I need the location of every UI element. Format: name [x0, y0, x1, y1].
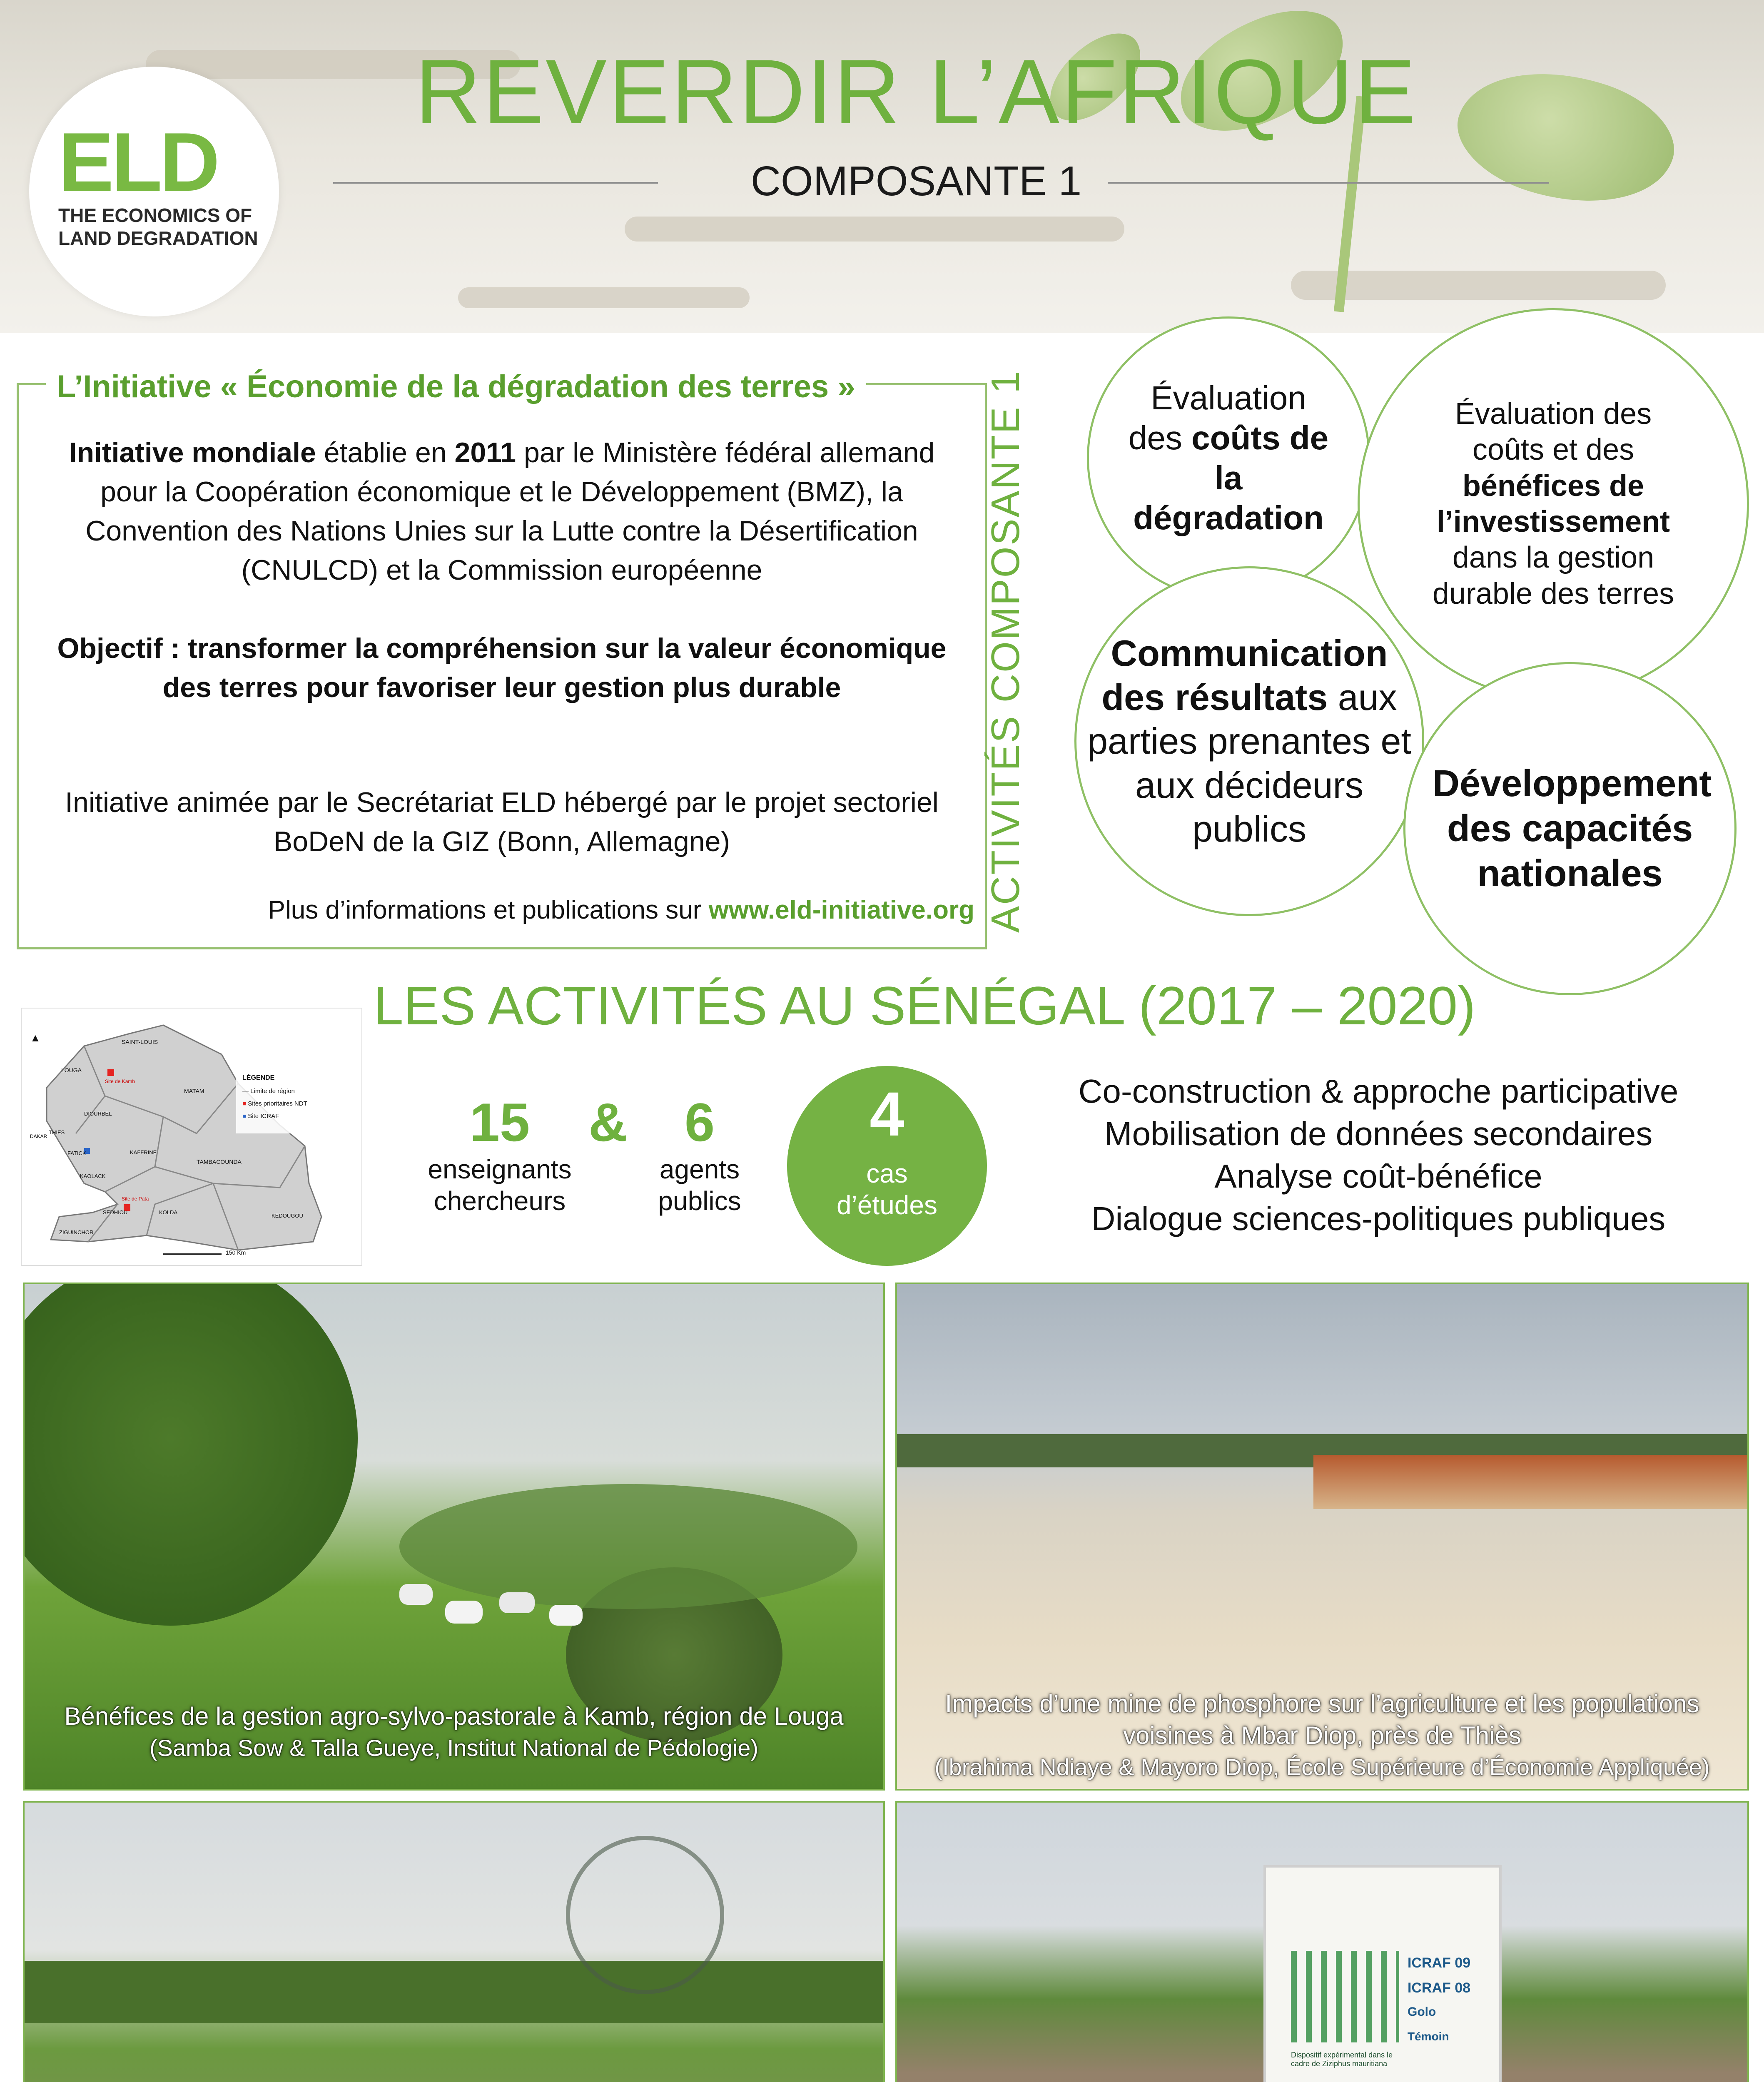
- map-site-kamb: Site de Kamb: [105, 1078, 135, 1084]
- stat-researchers-label: enseignants chercheurs: [428, 1154, 572, 1216]
- sheep-3: [499, 1592, 535, 1613]
- map-legend-item-1: — Limite de région: [242, 1088, 295, 1095]
- photo-daga-birame: [895, 1801, 1749, 2082]
- poster-title: REVERDIR L’AFRIQUE: [415, 40, 1418, 143]
- senegal-section-title: LES ACTIVITÉS AU SÉNÉGAL (2017 – 2020): [373, 975, 1476, 1036]
- map-label-kaffrine: KAFFRINE: [130, 1149, 157, 1156]
- stat-researchers-number: 15: [469, 1092, 530, 1153]
- sign-caption: Dispositif expérimental dans le cadre de Ziziphus mauritiana: [1291, 2051, 1393, 2068]
- method-item-3: Analyse coût-bénéfice: [1214, 1158, 1542, 1195]
- senegal-map-drawing: [22, 1009, 361, 1265]
- initiative-text-2: par le Ministère fédéral allemand pour la Coopération économique et le Développement (BMZ), la Convention des Nations Unies sur la Lutte contre la Désertification (CNULCD) et la Commission européenne: [85, 437, 935, 586]
- sign-golo: Golo: [1408, 2005, 1436, 2019]
- sign-icraf-09: ICRAF 09: [1408, 1955, 1471, 1971]
- map-label-thies: THIES: [49, 1129, 65, 1136]
- sign-temoin: Témoin: [1408, 2030, 1449, 2043]
- photo-pata-forest: [23, 1801, 885, 2082]
- poster-subtitle: COMPOSANTE 1: [750, 158, 1082, 204]
- circle-2-text-1: Évaluation des coûts et des: [1455, 397, 1652, 467]
- map-scale-label: 150 Km: [226, 1249, 246, 1256]
- initiative-bold-1: Initiative mondiale: [69, 437, 316, 468]
- bare-tree: [566, 1836, 724, 1994]
- map-legend-title: LÉGENDE: [242, 1074, 275, 1081]
- sign-icraf-08: ICRAF 08: [1408, 1980, 1471, 1996]
- tree-line: [25, 1961, 885, 2023]
- eld-logo-mark: ELD: [58, 116, 217, 209]
- case-studies-circle: [787, 1066, 987, 1266]
- circle-1-text: Évaluation des: [1128, 379, 1306, 456]
- circle-2-bold: bénéfices de l’investissement: [1436, 469, 1670, 538]
- map-label-louga: LOUGA: [61, 1067, 82, 1073]
- map-site-pata: Site de Pata: [122, 1196, 149, 1202]
- quarry-wall: [1313, 1455, 1749, 1509]
- sign-tree-grid: [1291, 1951, 1399, 2042]
- method-item-2: Mobilisation de données secondaires: [1104, 1115, 1653, 1152]
- map-label-diourbel: DIOURBEL: [84, 1111, 112, 1117]
- photo-kamb-pastoral: [23, 1283, 885, 1791]
- initiative-bold-year: 2011: [454, 437, 516, 468]
- initiative-title: L’Initiative « Économie de la dégradation des terres »: [46, 369, 866, 405]
- initiative-more-info: [37, 895, 974, 925]
- map-label-kedougou: KEDOUGOU: [272, 1213, 303, 1219]
- circle-investment-benefits: [1358, 308, 1749, 700]
- eld-logo-line-2: LAND DEGRADATION: [58, 227, 258, 249]
- circle-3-bold: Communication des résultats: [1101, 633, 1388, 718]
- circle-4-bold: Développement des capacités nationales: [1433, 763, 1712, 894]
- background-trees: [399, 1484, 857, 1609]
- stat-agents-label: agents publics: [658, 1154, 741, 1216]
- circle-3-text: aux parties prenantes et aux décideurs publics: [1087, 676, 1411, 850]
- stat-ampersand: &: [588, 1092, 628, 1153]
- stat-agents-number: 6: [684, 1092, 715, 1153]
- initiative-secretariat: Initiative animée par le Secrétariat ELD hébergé par le projet sectoriel BoDeN de la GIZ (Bonn, Allemagne): [65, 787, 939, 857]
- subtitle-rule-right: [1108, 182, 1549, 184]
- photo-2-caption: Impacts d’une mine de phosphore sur l’agriculture et les populations voisines à Mbar Diop, près de Thiès (Ibrahima Ndiaye & Mayoro Diop, École Supérieure d’Économie Appliquée): [934, 1690, 1710, 1780]
- north-arrow-icon: ▲: [30, 1031, 41, 1044]
- sheep-1: [399, 1584, 433, 1605]
- sheep-2: [445, 1601, 483, 1624]
- initiative-text-1: établie en: [316, 437, 455, 468]
- sheep-4: [549, 1605, 583, 1626]
- map-label-sedhiou: SEDHIOU: [103, 1209, 128, 1215]
- map-legend-item-2: ■ Sites prioritaires NDT: [242, 1100, 307, 1107]
- method-item-1: Co-construction & approche participative: [1078, 1073, 1679, 1110]
- photo-phosphate-mine: [895, 1283, 1749, 1791]
- case-studies-label: cas d’études: [837, 1158, 937, 1220]
- initiative-objective: Objectif : transformer la compréhension sur la valeur économique des terres pour favoriser leur gestion plus durable: [57, 633, 947, 703]
- senegal-map: [21, 1008, 362, 1266]
- map-label-matam: MATAM: [184, 1088, 204, 1094]
- method-item-4: Dialogue sciences-politiques publiques: [1091, 1200, 1666, 1237]
- tree-canopy-left: [23, 1283, 358, 1626]
- circle-degradation-costs: [1087, 316, 1370, 600]
- map-label-ziguinchor: ZIGUINCHOR: [59, 1229, 94, 1235]
- more-info-text: Plus d’informations et publications sur: [268, 896, 709, 924]
- eld-logo-line-1: THE ECONOMICS OF: [58, 204, 252, 226]
- map-label-kolda: KOLDA: [159, 1209, 178, 1215]
- map-label-saint-louis: SAINT-LOUIS: [122, 1039, 158, 1045]
- eld-website-link[interactable]: www.eld-initiative.org: [708, 896, 974, 924]
- case-studies-number: 4: [870, 1079, 904, 1149]
- map-legend-item-3: ■ Site ICRAF: [242, 1113, 279, 1120]
- map-scale-bar: [163, 1253, 222, 1255]
- activities-vertical-label: ACTIVITÉS COMPOSANTE 1: [983, 370, 1028, 933]
- photo-1-caption: Bénéfices de la gestion agro-sylvo-pastorale à Kamb, région de Louga (Samba Sow & Talla Gueye, Institut National de Pédologie): [64, 1702, 844, 1761]
- map-label-tambacounda: TAMBACOUNDA: [197, 1158, 242, 1165]
- initiative-paragraph: [37, 433, 966, 590]
- field-sign-board: [1263, 1865, 1502, 2082]
- map-label-fatick: FATICK: [67, 1150, 86, 1156]
- circle-1-bold: coûts de la dégradation: [1133, 419, 1329, 536]
- circle-communication: [1074, 566, 1424, 916]
- circle-capacity-building: [1403, 662, 1737, 995]
- map-label-dakar: DAKAR: [30, 1133, 47, 1139]
- map-label-kaolack: KAOLACK: [80, 1173, 106, 1179]
- circle-2-text-2: dans la gestion durable des terres: [1432, 541, 1674, 610]
